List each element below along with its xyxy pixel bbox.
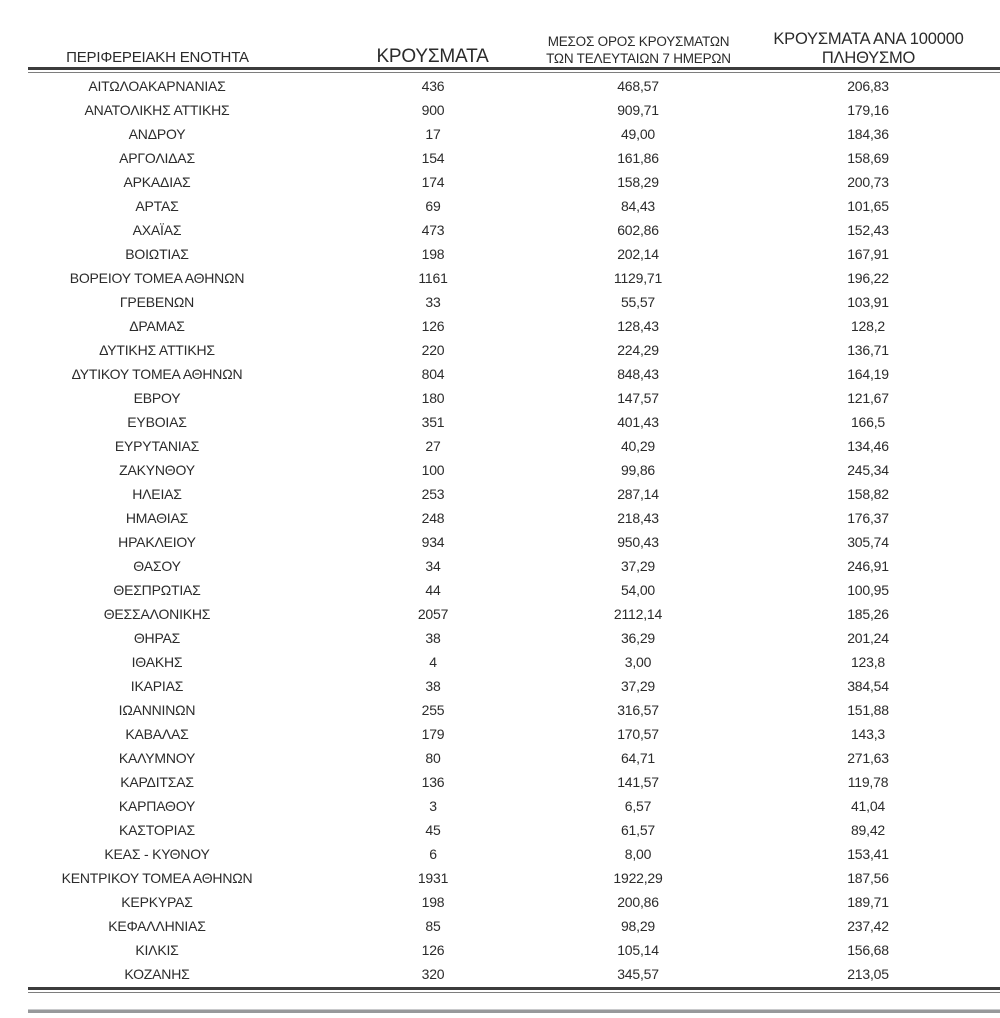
cell-per100k: 156,68 [847, 942, 889, 958]
cell-per100k: 245,34 [847, 462, 889, 478]
cell-region: ΕΥΡΥΤΑΝΙΑΣ [114, 438, 200, 454]
cell-avg7: 950,43 [617, 534, 659, 550]
cell-cases: 154 [421, 150, 445, 166]
cell-region: ΗΜΑΘΙΑΣ [125, 510, 189, 526]
cell-per100k: 201,24 [847, 630, 889, 646]
cell-cases: 198 [421, 894, 445, 910]
cell-region: ΒΟΙΩΤΙΑΣ [125, 246, 189, 262]
table-row [28, 530, 1000, 554]
cell-cases: 900 [421, 102, 445, 118]
cell-per100k: 143,3 [850, 726, 886, 742]
cell-cases: 3 [429, 798, 437, 814]
cell-cases: 126 [421, 318, 445, 334]
col-header-per100k-line1: ΚΡΟΥΣΜΑΤΑ ΑΝΑ 100000 [773, 30, 964, 48]
cell-cases: 2057 [417, 606, 449, 622]
cell-per100k: 206,83 [847, 78, 889, 94]
cell-per100k: 187,56 [847, 870, 889, 886]
cell-region: ΗΛΕΙΑΣ [132, 486, 182, 502]
cell-per100k: 152,43 [847, 222, 889, 238]
cell-avg7: 909,71 [617, 102, 659, 118]
cell-region: ΑΧΑΪΑΣ [132, 222, 182, 238]
cell-region: ΚΕΝΤΡΙΚΟΥ ΤΟΜΕΑ ΑΘΗΝΩΝ [61, 870, 253, 886]
cell-avg7: 49,00 [620, 126, 656, 142]
cell-per100k: 123,8 [850, 654, 886, 670]
cell-region: ΚΑΒΑΛΑΣ [125, 726, 189, 742]
cell-avg7: 468,57 [617, 78, 659, 94]
table-header [28, 0, 1000, 74]
cell-avg7: 1129,71 [613, 270, 663, 286]
header-divider [28, 67, 1000, 73]
cell-cases: 136 [421, 774, 445, 790]
cell-avg7: 147,57 [617, 390, 659, 406]
cell-region: ΑΡΚΑΔΙΑΣ [123, 174, 191, 190]
cell-region: ΓΡΕΒΕΝΩΝ [119, 294, 195, 310]
table-row [28, 746, 1000, 770]
cell-avg7: 158,29 [617, 174, 659, 190]
col-header-per100k-line2: ΠΛΗΘΥΣΜΟ [821, 49, 916, 67]
bottom-divider [28, 1009, 1000, 1013]
cell-avg7: 161,86 [617, 150, 659, 166]
table-row [28, 146, 1000, 170]
cell-region: ΘΕΣΣΑΛΟΝΙΚΗΣ [103, 606, 211, 622]
footer-divider-thick-line [28, 987, 1000, 990]
cell-avg7: 141,57 [617, 774, 659, 790]
table-row [28, 674, 1000, 698]
cell-cases: 253 [421, 486, 445, 502]
table-row [28, 410, 1000, 434]
table-row [28, 266, 1000, 290]
cell-avg7: 401,43 [617, 414, 659, 430]
cell-cases: 34 [425, 558, 441, 574]
cell-avg7: 602,86 [617, 222, 659, 238]
cell-avg7: 1922,29 [613, 870, 663, 886]
table-row [28, 890, 1000, 914]
cell-avg7: 40,29 [620, 438, 656, 454]
cell-per100k: 128,2 [850, 318, 886, 334]
footer-divider [28, 987, 1000, 993]
cell-region: ΘΗΡΑΣ [133, 630, 181, 646]
cell-cases: 248 [421, 510, 445, 526]
table-row [28, 194, 1000, 218]
cell-cases: 351 [421, 414, 445, 430]
cell-per100k: 200,73 [847, 174, 889, 190]
cell-per100k: 185,26 [847, 606, 889, 622]
cell-cases: 255 [421, 702, 445, 718]
cell-region: ΚΙΛΚΙΣ [135, 942, 179, 958]
cell-per100k: 271,63 [847, 750, 889, 766]
table-row [28, 314, 1000, 338]
cell-per100k: 136,71 [847, 342, 889, 358]
table-row [28, 242, 1000, 266]
cell-cases: 174 [421, 174, 445, 190]
cases-table [28, 0, 1000, 986]
cell-avg7: 36,29 [620, 630, 656, 646]
cell-avg7: 99,86 [620, 462, 656, 478]
cell-per100k: 176,37 [847, 510, 889, 526]
cell-region: ΔΥΤΙΚΟΥ ΤΟΜΕΑ ΑΘΗΝΩΝ [71, 366, 243, 382]
col-header-region: ΠΕΡΙΦΕΡΕΙΑΚΗ ΕΝΟΤΗΤΑ [66, 49, 249, 66]
cell-region: ΚΕΦΑΛΛΗΝΙΑΣ [108, 918, 206, 934]
cell-per100k: 121,67 [847, 390, 889, 406]
cell-per100k: 166,5 [850, 414, 886, 430]
cell-region: ΙΘΑΚΗΣ [131, 654, 183, 670]
cell-cases: 27 [425, 438, 441, 454]
cell-avg7: 105,14 [617, 942, 659, 958]
cell-region: ΚΕΡΚΥΡΑΣ [121, 894, 193, 910]
col-header-per100k [753, 0, 1000, 74]
cell-cases: 220 [421, 342, 445, 358]
table-row [28, 170, 1000, 194]
table-row [28, 602, 1000, 626]
cell-avg7: 316,57 [617, 702, 659, 718]
table-row [28, 554, 1000, 578]
table-row [28, 866, 1000, 890]
table-row [28, 482, 1000, 506]
table-row [28, 458, 1000, 482]
table-row [28, 386, 1000, 410]
cell-region: ΚΟΖΑΝΗΣ [124, 966, 190, 982]
header-divider-thin-line [28, 72, 1000, 74]
table-row [28, 698, 1000, 722]
cell-avg7: 3,00 [624, 654, 652, 670]
cell-cases: 1161 [418, 270, 448, 286]
cell-per100k: 184,36 [847, 126, 889, 142]
cell-avg7: 2112,14 [613, 606, 663, 622]
table-row [28, 722, 1000, 746]
cell-avg7: 345,57 [617, 966, 659, 982]
cell-region: ΑΡΓΟΛΙΔΑΣ [119, 150, 195, 166]
table-row [28, 842, 1000, 866]
table-row [28, 338, 1000, 362]
cell-region: ΕΒΡΟΥ [133, 390, 181, 406]
cell-per100k: 100,95 [847, 582, 889, 598]
cell-cases: 180 [421, 390, 445, 406]
cell-region: ΗΡΑΚΛΕΙΟΥ [118, 534, 196, 550]
cell-per100k: 101,65 [847, 198, 889, 214]
cell-per100k: 103,91 [847, 294, 889, 310]
cell-avg7: 170,57 [617, 726, 659, 742]
cell-cases: 80 [425, 750, 441, 766]
cell-cases: 69 [425, 198, 441, 214]
table-row [28, 962, 1000, 986]
cell-region: ΚΑΡΔΙΤΣΑΣ [120, 774, 194, 790]
cell-per100k: 164,19 [847, 366, 889, 382]
cell-cases: 38 [425, 630, 441, 646]
cell-avg7: 61,57 [620, 822, 656, 838]
cell-region: ΙΚΑΡΙΑΣ [130, 678, 184, 694]
cell-cases: 198 [421, 246, 445, 262]
cell-region: ΑΝΑΤΟΛΙΚΗΣ ΑΤΤΙΚΗΣ [84, 102, 230, 118]
cell-cases: 38 [425, 678, 441, 694]
cell-region: ΘΕΣΠΡΩΤΙΑΣ [113, 582, 201, 598]
header-row [28, 0, 1000, 74]
cell-per100k: 305,74 [847, 534, 889, 550]
cell-region: ΚΑΡΠΑΘΟΥ [118, 798, 196, 814]
cell-avg7: 128,43 [617, 318, 659, 334]
cell-avg7: 287,14 [617, 486, 659, 502]
cell-cases: 4 [429, 654, 437, 670]
cell-per100k: 237,42 [847, 918, 889, 934]
col-header-avg7 [535, 0, 753, 74]
cell-avg7: 200,86 [617, 894, 659, 910]
cell-avg7: 64,71 [620, 750, 656, 766]
cell-cases: 33 [425, 294, 441, 310]
cell-avg7: 55,57 [620, 294, 656, 310]
cell-per100k: 246,91 [847, 558, 889, 574]
table-row [28, 938, 1000, 962]
col-header-avg7-line1: ΜΕΣΟΣ ΟΡΟΣ ΚΡΟΥΣΜΑΤΩΝ [547, 34, 730, 49]
table-row [28, 914, 1000, 938]
header-divider-thick-line [28, 67, 1000, 70]
cell-cases: 44 [425, 582, 441, 598]
table-row [28, 626, 1000, 650]
footer-divider-thin-line [28, 992, 1000, 994]
cell-per100k: 119,78 [847, 774, 889, 790]
cell-avg7: 37,29 [620, 558, 656, 574]
cell-avg7: 37,29 [620, 678, 656, 694]
table-row [28, 362, 1000, 386]
cell-avg7: 8,00 [624, 846, 652, 862]
cell-per100k: 41,04 [850, 798, 886, 814]
cell-cases: 179 [421, 726, 445, 742]
cell-cases: 320 [421, 966, 445, 982]
table-row [28, 98, 1000, 122]
cell-per100k: 189,71 [847, 894, 889, 910]
cell-cases: 85 [425, 918, 441, 934]
table-row [28, 290, 1000, 314]
cell-cases: 934 [421, 534, 445, 550]
cell-avg7: 224,29 [617, 342, 659, 358]
cell-region: ΑΝΔΡΟΥ [128, 126, 186, 142]
cell-per100k: 158,82 [847, 486, 889, 502]
table-row [28, 770, 1000, 794]
table-row [28, 218, 1000, 242]
cell-cases: 1931 [417, 870, 449, 886]
cell-cases: 45 [425, 822, 441, 838]
table-row [28, 818, 1000, 842]
table-body [28, 74, 1000, 986]
cell-cases: 436 [421, 78, 445, 94]
cell-region: ΔΥΤΙΚΗΣ ΑΤΤΙΚΗΣ [99, 342, 215, 358]
cell-avg7: 218,43 [617, 510, 659, 526]
cell-per100k: 196,22 [847, 270, 889, 286]
cell-region: ΑΡΤΑΣ [135, 198, 179, 214]
cell-region: ΔΡΑΜΑΣ [129, 318, 185, 334]
cell-per100k: 158,69 [847, 150, 889, 166]
cell-region: ΚΑΛΥΜΝΟΥ [118, 750, 196, 766]
cell-region: ΖΑΚΥΝΘΟΥ [119, 462, 195, 478]
col-header-cases: ΚΡΟΥΣΜΑΤΑ [376, 46, 489, 67]
table-row [28, 650, 1000, 674]
cell-per100k: 179,16 [847, 102, 889, 118]
cell-avg7: 6,57 [624, 798, 652, 814]
cell-region: ΘΑΣΟΥ [133, 558, 181, 574]
cell-avg7: 202,14 [617, 246, 659, 262]
cell-avg7: 848,43 [617, 366, 659, 382]
table-row [28, 506, 1000, 530]
cell-cases: 6 [429, 846, 437, 862]
cell-cases: 126 [421, 942, 445, 958]
cell-cases: 804 [421, 366, 445, 382]
cell-region: ΙΩΑΝΝΙΝΩΝ [118, 702, 196, 718]
cell-region: ΕΥΒΟΙΑΣ [127, 414, 187, 430]
table-row [28, 122, 1000, 146]
cell-cases: 17 [425, 126, 441, 142]
cell-cases: 473 [421, 222, 445, 238]
cell-per100k: 384,54 [847, 678, 889, 694]
cell-region: ΒΟΡΕΙΟΥ ΤΟΜΕΑ ΑΘΗΝΩΝ [69, 270, 245, 286]
cell-per100k: 134,46 [847, 438, 889, 454]
table-row [28, 578, 1000, 602]
cell-per100k: 151,88 [847, 702, 889, 718]
table-row [28, 74, 1000, 98]
cell-per100k: 89,42 [850, 822, 886, 838]
cell-cases: 100 [421, 462, 445, 478]
col-header-avg7-line2: ΤΩΝ ΤΕΛΕΥΤΑΙΩΝ 7 ΗΜΕΡΩΝ [546, 51, 731, 66]
cell-region: ΚΑΣΤΟΡΙΑΣ [119, 822, 195, 838]
cell-avg7: 98,29 [620, 918, 656, 934]
cell-avg7: 84,43 [620, 198, 656, 214]
cell-avg7: 54,00 [620, 582, 656, 598]
cell-region: ΚΕΑΣ - ΚΥΘΝΟΥ [104, 846, 210, 862]
cell-per100k: 153,41 [847, 846, 889, 862]
cell-per100k: 213,05 [847, 966, 889, 982]
cell-per100k: 167,91 [847, 246, 889, 262]
table-row [28, 434, 1000, 458]
table-row [28, 794, 1000, 818]
cell-region: ΑΙΤΩΛΟΑΚΑΡΝΑΝΙΑΣ [88, 78, 226, 94]
